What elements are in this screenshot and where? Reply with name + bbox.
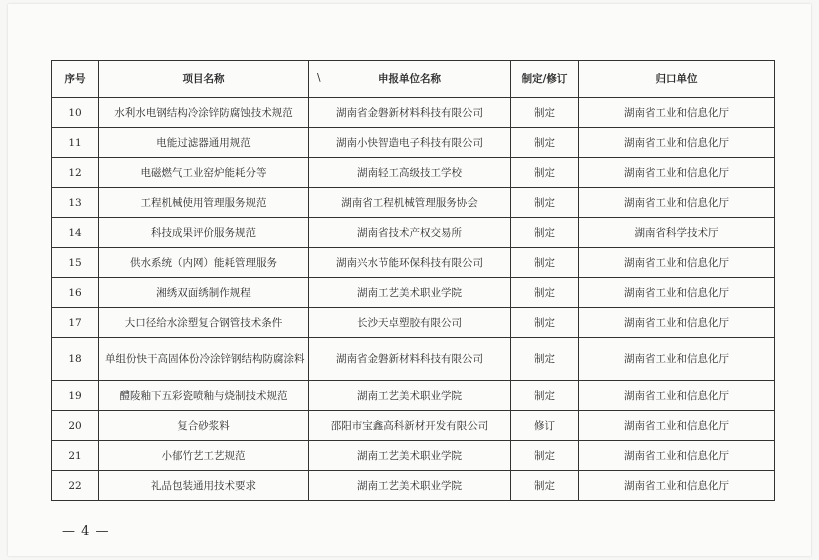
row-project-name: 水利水电钢结构冷涂锌防腐蚀技术规范	[99, 98, 309, 128]
table-row	[52, 381, 775, 411]
table-row	[52, 308, 775, 338]
header-type: 制定/修订	[511, 61, 579, 98]
row-applicant-unit: 湖南工艺美术职业学院	[309, 278, 511, 308]
row-applicant-unit: 湖南省金磐新材料科技有限公司	[309, 338, 511, 381]
row-type: 制定	[511, 338, 579, 381]
header-applicant-unit-label: 申报单位名称	[378, 73, 441, 85]
table-row	[52, 248, 775, 278]
header-project-name-label: 项目名称	[182, 73, 225, 85]
row-applicant-unit: 邵阳市宝鑫高科新材开发有限公司	[309, 411, 511, 441]
row-type: 制定	[511, 278, 579, 308]
row-owner-unit: 湖南省科学技术厅	[579, 218, 775, 248]
row-project-name: 单组份快干高固体份冷涂锌钢结构防腐涂料	[99, 338, 309, 381]
table-row	[52, 128, 775, 158]
row-owner-unit: 湖南省工业和信息化厅	[579, 98, 775, 128]
row-type: 制定	[511, 98, 579, 128]
table-row	[52, 98, 775, 128]
row-applicant-unit: 湖南轻工高级技工学校	[309, 158, 511, 188]
table-row	[52, 411, 775, 441]
row-owner-unit: 湖南省工业和信息化厅	[579, 441, 775, 471]
row-serial-no: 12	[52, 158, 99, 188]
table-row	[52, 218, 775, 248]
row-serial-no: 14	[52, 218, 99, 248]
row-owner-unit: 湖南省工业和信息化厅	[579, 411, 775, 441]
table-row	[52, 188, 775, 218]
row-project-name: 电磁燃气工业窑炉能耗分等	[99, 158, 309, 188]
row-project-name: 礼品包装通用技术要求	[99, 471, 309, 501]
row-serial-no: 21	[52, 441, 99, 471]
row-serial-no: 22	[52, 471, 99, 501]
row-serial-no: 11	[52, 128, 99, 158]
row-serial-no: 15	[52, 248, 99, 278]
row-applicant-unit: 湖南工艺美术职业学院	[309, 381, 511, 411]
table-header-row	[52, 61, 775, 98]
header-owner-unit: 归口单位	[579, 61, 775, 98]
row-applicant-unit: 湖南省技术产权交易所	[309, 218, 511, 248]
header-serial-no: 序号	[52, 61, 99, 98]
table-row	[52, 158, 775, 188]
row-owner-unit: 湖南省工业和信息化厅	[579, 188, 775, 218]
row-applicant-unit: 湖南兴水节能环保科技有限公司	[309, 248, 511, 278]
row-serial-no: 16	[52, 278, 99, 308]
row-applicant-unit: 湖南工艺美术职业学院	[309, 441, 511, 471]
row-owner-unit: 湖南省工业和信息化厅	[579, 278, 775, 308]
row-applicant-unit: 湖南小快智造电子科技有限公司	[309, 128, 511, 158]
row-type: 制定	[511, 441, 579, 471]
row-owner-unit: 湖南省工业和信息化厅	[579, 158, 775, 188]
row-type: 制定	[511, 218, 579, 248]
table-row	[52, 338, 775, 381]
row-serial-no: 20	[52, 411, 99, 441]
row-serial-no: 17	[52, 308, 99, 338]
header-stray-mark: \	[317, 72, 321, 84]
row-project-name: 醴陵釉下五彩瓷喷釉与烧制技术规范	[99, 381, 309, 411]
row-type: 制定	[511, 308, 579, 338]
row-project-name: 大口径给水涂塑复合钢管技术条件	[99, 308, 309, 338]
row-type: 制定	[511, 471, 579, 501]
standards-table	[51, 60, 775, 501]
row-serial-no: 19	[52, 381, 99, 411]
row-applicant-unit: 湖南省金磐新材料科技有限公司	[309, 98, 511, 128]
row-serial-no: 10	[52, 98, 99, 128]
document-page	[8, 4, 811, 556]
row-type: 制定	[511, 188, 579, 218]
row-applicant-unit: 长沙天卓塑胶有限公司	[309, 308, 511, 338]
table-row	[52, 278, 775, 308]
row-applicant-unit: 湖南工艺美术职业学院	[309, 471, 511, 501]
row-project-name: 复合砂浆料	[99, 411, 309, 441]
row-project-name: 湘绣双面绣制作规程	[99, 278, 309, 308]
row-owner-unit: 湖南省工业和信息化厅	[579, 248, 775, 278]
row-type: 制定	[511, 248, 579, 278]
header-applicant-unit	[309, 61, 511, 98]
row-project-name: 供水系统（内网）能耗管理服务	[99, 248, 309, 278]
row-project-name: 工程机械使用管理服务规范	[99, 188, 309, 218]
header-project-name	[99, 61, 309, 98]
row-project-name: 电能过滤器通用规范	[99, 128, 309, 158]
row-type: 修订	[511, 411, 579, 441]
row-owner-unit: 湖南省工业和信息化厅	[579, 338, 775, 381]
row-owner-unit: 湖南省工业和信息化厅	[579, 471, 775, 501]
row-project-name: 小郁竹艺工艺规范	[99, 441, 309, 471]
row-type: 制定	[511, 381, 579, 411]
row-owner-unit: 湖南省工业和信息化厅	[579, 308, 775, 338]
row-serial-no: 13	[52, 188, 99, 218]
table-row	[52, 471, 775, 501]
page-number: — 4 —	[62, 524, 110, 539]
row-owner-unit: 湖南省工业和信息化厅	[579, 381, 775, 411]
table-row	[52, 441, 775, 471]
row-project-name: 科技成果评价服务规范	[99, 218, 309, 248]
row-applicant-unit: 湖南省工程机械管理服务协会	[309, 188, 511, 218]
row-type: 制定	[511, 128, 579, 158]
row-type: 制定	[511, 158, 579, 188]
row-serial-no: 18	[52, 338, 99, 381]
row-owner-unit: 湖南省工业和信息化厅	[579, 128, 775, 158]
